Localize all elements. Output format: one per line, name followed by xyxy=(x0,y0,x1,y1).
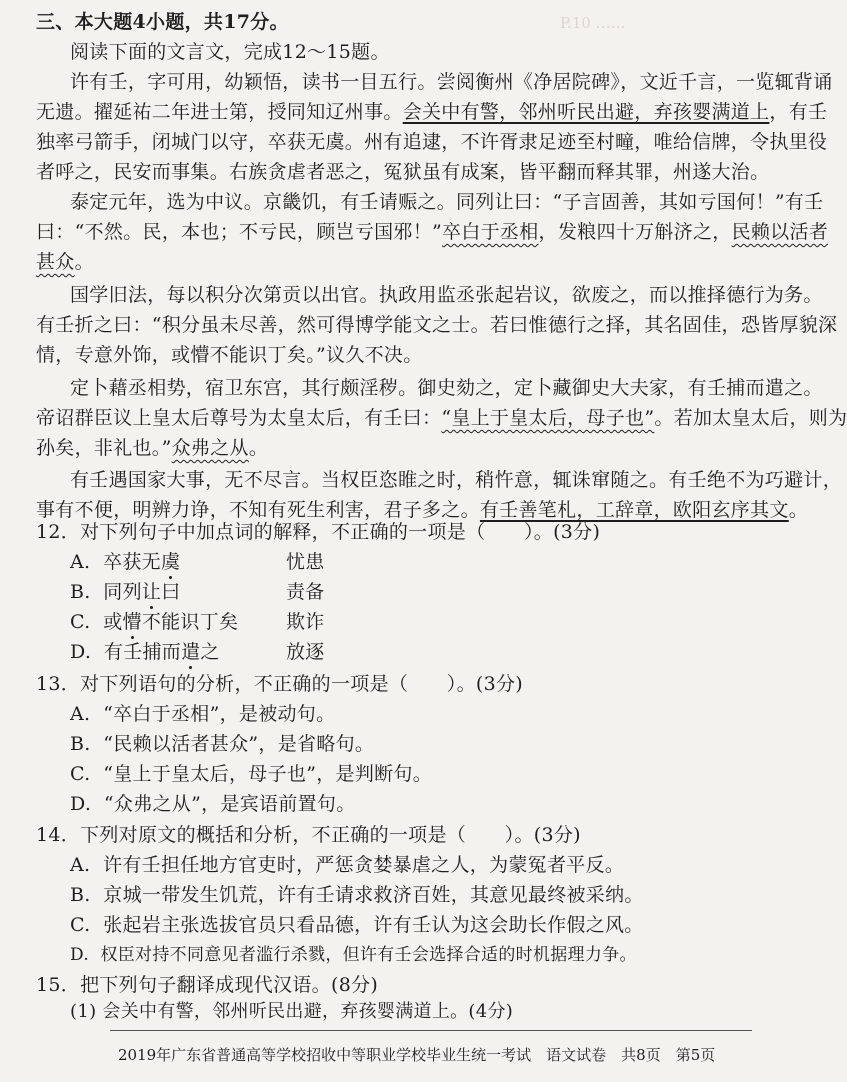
q14-option-c: C. 张起岩主张选拔官员只看品德，许有壬认为这会助长作假之风。 xyxy=(70,914,644,936)
instruction: 阅读下面的文言文，完成12～15题。 xyxy=(70,41,390,63)
q14-option-d: D. 权臣对持不同意见者滥行杀戮，但许有壬会选择合适的时机据理力争。 xyxy=(70,945,637,965)
q12-option-b-meaning: 责备 xyxy=(286,581,325,603)
passage-line: 孙矣，非礼也。”众弗之从。 xyxy=(36,437,269,459)
footer-divider xyxy=(110,1030,752,1031)
passage-line: 定卜藉丞相势，宿卫东宫，其行颇淫秽。御史劾之，定卜藏御史大夫家，有壬捕而遣之。 xyxy=(70,377,823,399)
passage-line: 者呼之，民安而事集。右族贪虐者恶之，冤狱虽有成案，皆平翻而释其罪，州遂大治。 xyxy=(36,161,770,183)
passage-line: 泰定元年，选为中议。京畿饥，有壬请赈之。同列让曰：“子言固善，其如亏国何！”有壬 xyxy=(70,191,824,213)
q12-option-a-meaning: 忧患 xyxy=(286,551,325,573)
q12-option-c-meaning: 欺诈 xyxy=(286,611,325,633)
question-14-stem: 14．下列对原文的概括和分析，不正确的一项是（ ）。(3分) xyxy=(36,824,581,846)
passage-line: 曰：“不然。民，本也；不亏民，顾岂亏国邪！”卒白于丞相，发粮四十万斛济之，民赖以活者 xyxy=(36,221,829,243)
wavy-underlined-phrase: “皇上于皇太后，母子也” xyxy=(441,407,655,429)
passage-line: 有壬折之曰：“积分虽未尽善，然可得博学能文之士。若曰惟德行之择，其名固佳，恐皆厚貌深 xyxy=(36,314,838,336)
section-header: 三、本大题4小题，共17分。 xyxy=(36,11,289,33)
underlined-sentence: 会关中有警，邻州听民出避，弃孩婴满道上 xyxy=(402,101,770,123)
bleed-through-text: P.10 …… xyxy=(560,14,626,32)
q14-option-a: A. 许有壬担任地方官吏时，严惩贪婪暴虐之人，为蒙冤者平反。 xyxy=(70,854,625,876)
passage-line: 有壬遇国家大事，无不尽言。当权臣恣睢之时，稍忤意，辄诛窜随之。有壬绝不为巧避计， xyxy=(70,469,843,491)
underlined-sentence: 有壬善笔札，工辞章，欧阳玄序其文 xyxy=(479,499,789,521)
passage-line: 情，专意外饰，或懵不能识丁矣。”议久不决。 xyxy=(36,344,423,366)
q12-option-a: A. 卒获无虞 xyxy=(70,551,181,573)
q12-option-d-meaning: 放逐 xyxy=(286,641,325,663)
q12-option-d: D. 有壬捕而遣之 xyxy=(70,641,220,663)
q14-option-b: B. 京城一带发生饥荒，许有壬请求救济百姓，其意见最终被采纳。 xyxy=(70,884,644,906)
q12-option-b: B. 同列让曰 xyxy=(70,581,181,603)
question-15-stem: 15．把下列句子翻译成现代汉语。(8分) xyxy=(36,974,379,996)
passage-line: 许有壬，字可用，幼颖悟，读书一目五行。尝阅衡州《净居院碑》，文近千言，一览辄背诵 xyxy=(70,71,833,93)
passage-line: 国学旧法，每以积分次第贡以出官。执政用监丞张起岩议，欲废之，而以推择德行为务。 xyxy=(70,284,823,306)
q13-option-b: B. “民赖以活者甚众”，是省略句。 xyxy=(70,733,375,755)
question-15-sub-1: (1) 会关中有警，邻州听民出避，弃孩婴满道上。(4分) xyxy=(70,1001,514,1022)
page-footer: 2019年广东省普通高等学校招收中等职业学校毕业生统一考试 语文试卷 共8页 第5页 xyxy=(118,1046,716,1064)
passage-line: 独率弓箭手，闭城门以守，卒获无虞。州有追逮，不许胥隶足迹至村疃，唯给信牌，令执里役 xyxy=(36,131,828,153)
wavy-underlined-phrase: 民赖以活者 xyxy=(731,221,829,243)
wavy-underlined-phrase: 卒白于丞相 xyxy=(442,221,539,243)
passage-line: 事有不便，明辨力诤，不知有死生利害，君子多之。有壬善笔札，工辞章，欧阳玄序其文。 xyxy=(36,499,809,521)
q13-option-a: A. “卒白于丞相”，是被动句。 xyxy=(70,703,336,725)
question-13-stem: 13．对下列语句的分析，不正确的一项是（ ）。(3分) xyxy=(36,673,523,695)
passage-line: 无遗。擢延祐二年进士第，授同知辽州事。会关中有警，邻州听民出避，弃孩婴满道上，有壬 xyxy=(36,101,828,123)
passage-line: 帝诏群臣议上皇太后尊号为太皇太后，有壬曰：“皇上于皇太后，母子也”。若加太皇太后，则为 xyxy=(36,407,847,429)
passage-line: 甚众。 xyxy=(36,251,94,273)
wavy-underlined-phrase: 甚众 xyxy=(36,251,75,273)
q13-option-d: D. “众弗之从”，是宾语前置句。 xyxy=(70,793,356,815)
q12-option-c: C. 或懵不能识丁矣 xyxy=(70,611,239,633)
wavy-underlined-phrase: 众弗之从 xyxy=(171,437,249,459)
q13-option-c: C. “皇上于皇太后，母子也”，是判断句。 xyxy=(70,763,433,785)
question-12-stem: 12．对下列句子中加点词的解释，不正确的一项是（ ）。(3分) xyxy=(36,521,601,543)
